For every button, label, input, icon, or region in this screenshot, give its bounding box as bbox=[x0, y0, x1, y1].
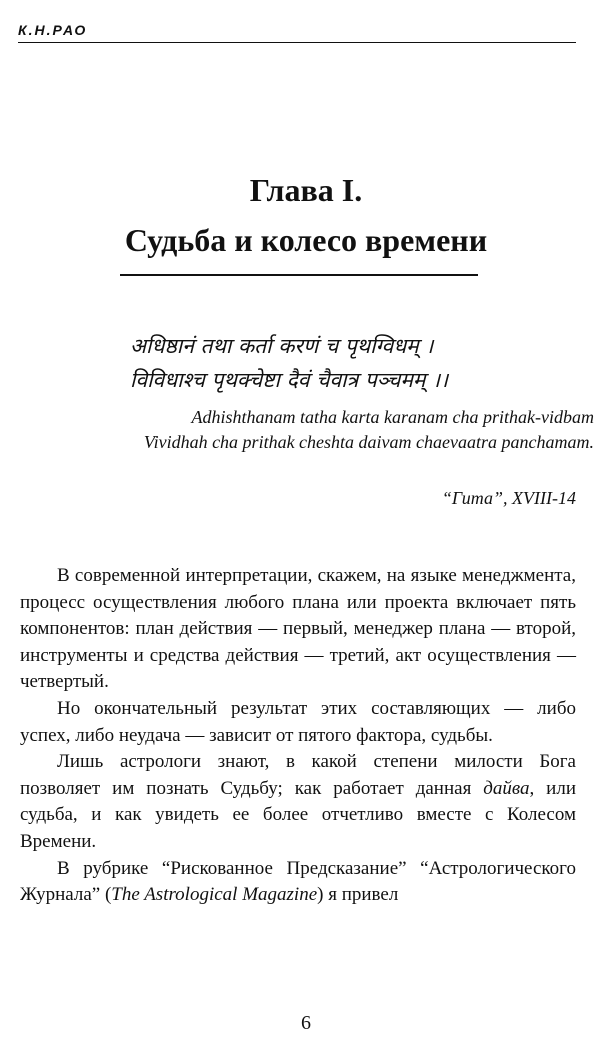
transliteration-line-1: Adhishthanam tatha karta karanam cha prithak-vidbam bbox=[191, 407, 594, 427]
paragraph-1: В современной интерпретации, скажем, на языке менеджмента, процесс осуществления любого плана или проекта включает пять компонентов: план действия — первый, менеджер плана — второй, инструменты и средства действия — третий, акт осуществления — четвертый. bbox=[20, 565, 576, 693]
page-number: 6 bbox=[301, 1012, 311, 1034]
chapter-title: Судьба и колесо времени bbox=[124, 222, 488, 258]
paragraph-3-text-b: , или судьба, и как увидеть ее более отчетливо вместе с Колесом Времени. bbox=[20, 777, 576, 852]
sanskrit-verse-line-1: अधिष्ठानं तथा कर्ता करणं च पृथग्विधम् । bbox=[130, 334, 434, 358]
paragraph-4-text-a: В рубрике “Рискованное Предсказание” “Астрологического Журнала” ( bbox=[20, 857, 576, 906]
header-rule bbox=[18, 42, 576, 43]
paragraph-3-emphasis: дайва bbox=[483, 777, 530, 799]
body-text bbox=[20, 563, 576, 909]
transliteration-line-2: Vividhah cha prithak cheshta daivam chaevaatra panchamam. bbox=[143, 432, 594, 452]
paragraph-4-emphasis: The Astrological Magazine bbox=[111, 884, 318, 906]
paragraph-4 bbox=[20, 856, 576, 909]
running-head: К.Н.РАО bbox=[18, 22, 88, 38]
paragraph-3 bbox=[20, 749, 576, 855]
sanskrit-verse-line-2: विविधाश्च पृथक्चेष्टा दैवं चैवात्र पञ्चमम् ।। bbox=[130, 368, 449, 392]
epigraph-source: “Гита”, XVIII-14 bbox=[441, 488, 576, 508]
paragraph-4-text-b: ) я привел bbox=[317, 884, 399, 906]
paragraph-2: Но окончательный результат этих составляющих — либо успех, либо неудача — зависит от пятого фактора, судьбы. bbox=[20, 697, 576, 746]
title-rule bbox=[120, 274, 478, 276]
chapter-number: Глава I. bbox=[249, 172, 363, 208]
paragraph-3-text-a: Лишь астрологи знают, в какой степени милости Бога позволяет им познать Судьбу; как работает данная bbox=[20, 751, 576, 799]
